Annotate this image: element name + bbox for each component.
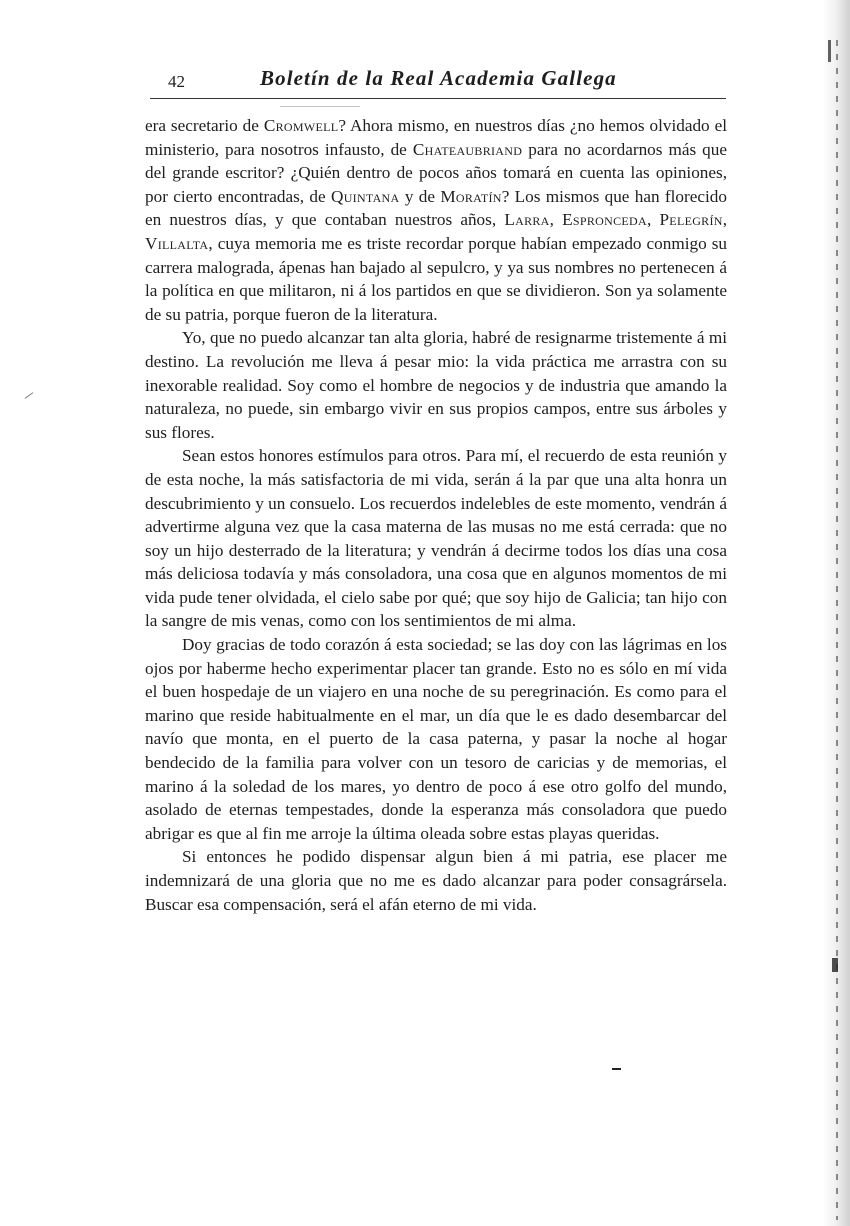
text-run: ? Ahora mismo, en nuestros días ¿no hemos olvidado el ministerio, para nosotros infausto, de (145, 116, 727, 159)
text-run: era secretario de (145, 116, 264, 135)
text-run: Si entonces he podido dispensar algun bien á mi patria, ese placer me indemnizará de una gloria que no me es dado alcanzar para poder consagrársela. Buscar esa compensación, será el afán eterno de mi vida. (145, 847, 727, 914)
proper-name: Espronceda (562, 210, 647, 230)
paragraph (145, 845, 727, 916)
text-run: ? Los mismos que han florecido en nuestros días, y que contaban nuestros años, (145, 186, 727, 230)
header-rule (150, 98, 726, 99)
proper-name: Larra (504, 210, 550, 230)
header-underline-ornament (280, 106, 360, 107)
paragraph (145, 326, 727, 444)
page-header (150, 66, 725, 98)
proper-name: Pelegrín (659, 210, 723, 230)
scan-speck (832, 958, 838, 972)
text-run: y de (399, 186, 441, 206)
proper-name: Cromwell (263, 116, 339, 135)
scan-speck (828, 40, 831, 62)
binding-edge-marks (836, 40, 838, 1220)
proper-name: Chateaubriand (412, 139, 523, 159)
text-run: , cuya memoria me es triste recordar porque habían empezado conmigo su carrera malograda, ápenas han bajado al sepulcro, y ya sus nombres no pertenecen á la política en que militaron, ni á los partidos en que se dividieron. Son ya solamente de su patria, porque fueron de la literatura. (145, 233, 727, 324)
paragraph (145, 633, 727, 845)
proper-name: Quintana (330, 186, 400, 206)
running-title: Boletín de la Real Academia Gallega (260, 66, 617, 90)
proper-name: Villalta (145, 233, 209, 253)
text-run: , (722, 210, 728, 230)
text-run: para no acordarnos más que del grande escritor? ¿Quién dentro de pocos años tomará en cuenta las opiniones, por cierto encontradas, de (145, 139, 727, 206)
text-run: , (549, 210, 563, 230)
text-run: , (646, 210, 660, 230)
scan-speck (612, 1068, 621, 1070)
paragraph (145, 444, 727, 633)
paragraph (145, 114, 727, 326)
proper-name: Moratín (440, 186, 502, 206)
text-run: Doy gracias de todo corazón á esta sociedad; se las doy con las lágrimas en los ojos por haberme hecho experimentar placer tan grande. Esto no es sólo en mí vida el buen hospedaje de un viajero en una noche de su peregrinación. Es como para el marino que reside habitualmente en el mar, un día que le es dado desembarcar del navío que monta, en el puerto de la casa paterna, y pasar la noche al hogar bendecido de la familia para volver con un tesoro de caricias y de memorias, el marino á la soledad de los mares, yo dentro de poco á ese otro golfo del mundo, asolado de eternas tempestades, donde la esperanza más consoladora que puedo abrigar es que al fin me arroje la última oleada sobre estas playas queridas. (145, 635, 727, 843)
text-run: Yo, que no puedo alcanzar tan alta gloria, habré de resignarme tristemente á mi destino. La revolución me lleva á pesar mio: la vida práctica me arrastra con su inexorable realidad. Soy como el hombre de negocios y de industria que amando la naturaleza, no puede, sin embargo vivir en sus propios campos, entre sus árboles y sus flores. (145, 328, 727, 442)
text-run: Sean estos honores estímulos para otros. Para mí, el recuerdo de esta reunión y de esta noche, la más satisfactoria de mi vida, serán á la par que una alta honra un descubrimiento y un consuelo. Los recuerdos indelebles de este momento, vendrán á advertirme alguna vez que la casa materna de las musas no me está cerrada: que no soy un hijo desterrado de la literatura; y vendrán á decirme todos los días una cosa más deliciosa todavía y más consoladora, una cosa que en algunos momentos de mi vida pude tener olvidada, el cielo sabe por qué; que soy hijo de Galicia; tan hijo con la sangre de mis venas, como con los sentimientos de mi alma. (145, 446, 727, 631)
page-number: 42 (168, 72, 185, 91)
scan-speck (25, 392, 34, 399)
article-body (145, 114, 727, 916)
